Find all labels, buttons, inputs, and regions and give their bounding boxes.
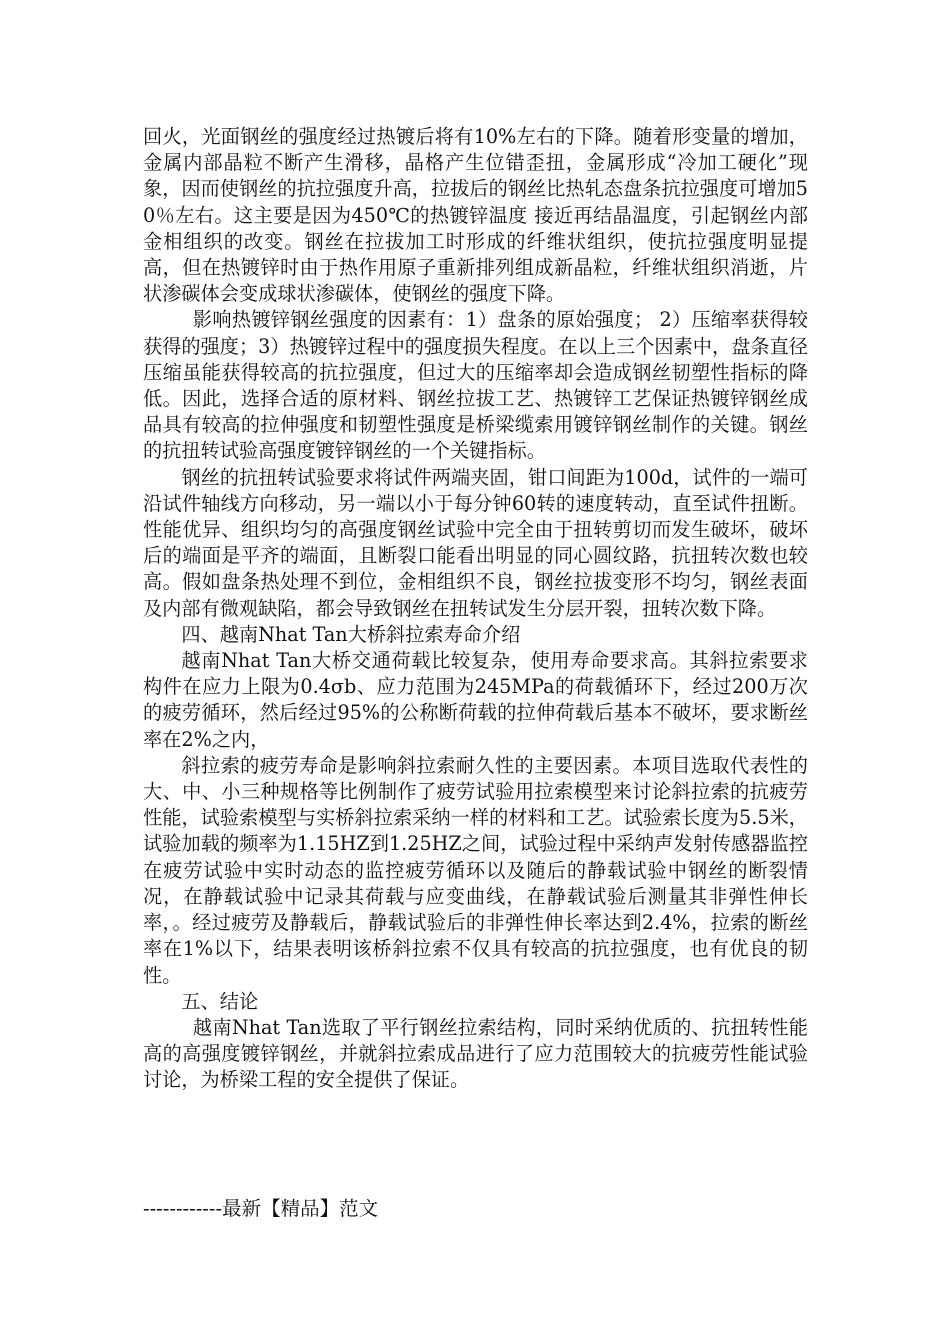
page-footer: ------------最新【精品】范文 xyxy=(143,1197,379,1220)
paragraph-torsion-test: 钢丝的抗扭转试验要求将试件两端夹固，钳口间距为100d，试件的一端可沿试件轴线方向移动，另一端以小于每分钟60转的速度转动，直至试件扭断。性能优异、组织均匀的高强度钢丝试验中完全由于扭转剪切而发生破坏，破坏后的端面是平齐的端面，且断裂口能看出明显的同心圆纹路，抗扭转次数也较高。假如盘条热处理不到位，金相组织不良，钢丝拉拔变形不均匀，钢丝表面及内部有微观缺陷，都会导致钢丝在扭转试发生分层开裂，扭转次数下降。 xyxy=(143,465,808,620)
paragraph-tempering: 回火，光面钢丝的强度经过热镀后将有10%左右的下降。随着形变量的增加，金属内部晶粒不断产生滑移，晶格产生位错歪扭，金属形成“冷加工硬化”现象，因而使钢丝的抗拉强度升高，拉拔后的钢丝比热轧态盘条抗拉强度可增加50％左右。这主要是因为450℃的热镀锌温度 接近再结晶温度，引起钢丝内部金相组织的改变。钢丝在拉拔加工时形成的纤维状组织，使抗拉强度明显提高，但在热镀锌时由于热作用原子重新排列组成新晶粒，纤维状组织消逝，片状渗碳体会变成球状渗碳体，使钢丝的强度下降。 xyxy=(143,125,808,306)
paragraph-bridge-load: 越南Nhat Tan大桥交通荷载比较复杂，使用寿命要求高。其斜拉索要求构件在应力上限为0.4σb、应力范围为245MPa的荷载循环下，经过200万次的疲劳循环，然后经过95%的公称断荷载的拉伸荷载后基本不破坏，要求断丝率在2%之内， xyxy=(143,649,808,751)
section-heading-five: 五、结论 xyxy=(181,989,259,1013)
paragraph-conclusion: 越南Nhat Tan选取了平行钢丝拉索结构，同时采纳优质的、抗扭转性能高的高强度镀锌钢丝，并就斜拉索成品进行了应力范围较大的抗疲劳性能试验讨论，为桥梁工程的安全提供了保证。 xyxy=(143,1015,808,1092)
document-body xyxy=(143,124,808,1094)
paragraph-strength-factors: 影响热镀锌钢丝强度的因素有：1）盘条的原始强度； 2）压缩率获得较获得的强度；3）热镀锌过程中的强度损失程度。在以上三个因素中，盘条直径压缩虽能获得较高的抗拉强度，但过大的压缩率却会造成钢丝韧塑性指标的降低。因此，选择合适的原材料、钢丝拉拔工艺、热镀锌工艺保证热镀锌钢丝成品具有较高的拉伸强度和韧塑性强度是桥梁缆索用镀锌钢丝制作的关键。钢丝的抗扭转试验高强度镀锌钢丝的一个关键指标。 xyxy=(143,308,808,463)
section-heading-four: 四、越南Nhat Tan大桥斜拉索寿命介绍 xyxy=(181,622,521,646)
paragraph-fatigue-life: 斜拉索的疲劳寿命是影响斜拉索耐久性的主要因素。本项目选取代表性的大、中、小三种规格等比例制作了疲劳试验用拉索模型来讨论斜拉索的抗疲劳性能，试验索模型与实桥斜拉索采纳一样的材料和工艺。试验索长度为5.5米，试验加载的频率为1.15HZ到1.25HZ之间，试验过程中采纳声发射传感器监控在疲劳试验中实时动态的监控疲劳循环以及随后的静载试验中钢丝的断裂情况，在静载试验中记录其荷载与应变曲线，在静载试验后测量其非弹性伸长率，。经过疲劳及静载后，静载试验后的非弹性伸长率达到2.4%，拉索的断丝率在1%以下，结果表明该桥斜拉索不仅具有较高的抗拉强度，也有优良的韧性。 xyxy=(143,753,808,987)
